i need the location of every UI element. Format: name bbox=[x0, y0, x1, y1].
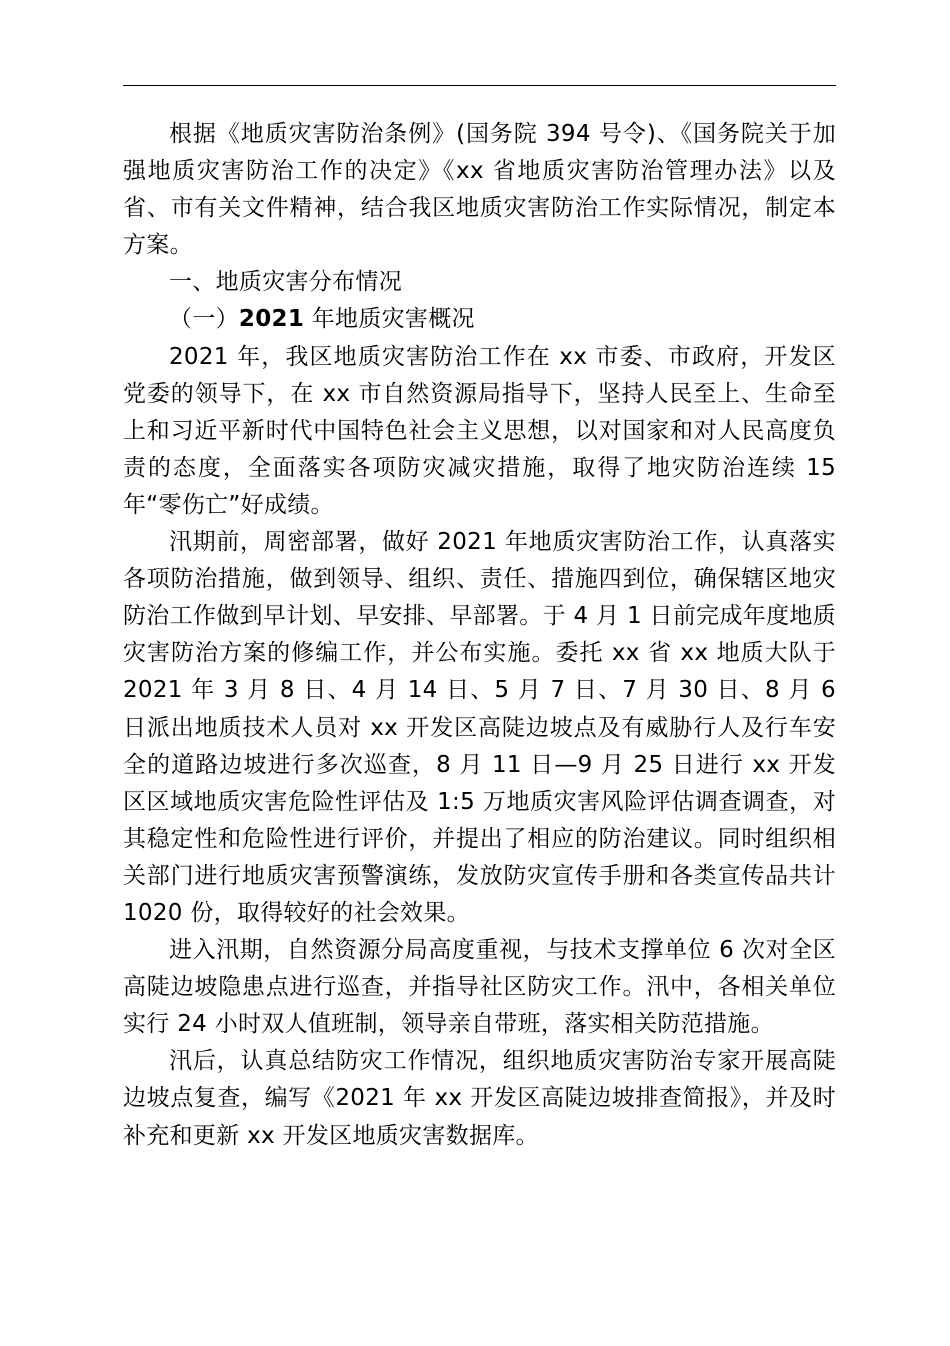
paragraph-legal-basis bbox=[123, 116, 836, 264]
paragraph-text: 2021 年，我区地质灾害防治工作在 xx 市委、市政府，开发区党委的领导下，在 xx 市自然资源局指导下，坚持人民至上、生命至上和习近平新时代中国特色社会主义思想，以对国家和对人民高度负责的态度，全面落实各项防灾减灾措施，取得了地灾防治连续 15 年“零伤亡”好成绩。 bbox=[123, 343, 836, 518]
heading-year: 2021 bbox=[238, 306, 305, 333]
paragraph-text: 汛期前，周密部署，做好 2021 年地质灾害防治工作，认真落实各项防治措施，做到领导、组织、责任、措施四到位，确保辖区地灾防治工作做到早计划、早安排、早部署。于 4 月 1 日前完成年度地质灾害防治方案的修编工作，并公布实施。委托 xx 省 xx 地质大队于 2021 年 3 月 8 日、4 月 14 日、5 月 7 日、7 月 30 日、8 月 6 日派出地质技术人员对 xx 开发区高陡边坡点及有威胁行人及行车安全的道路边坡进行多次巡查，8 月 11 日—9 月 25 日进行 xx 开发区区域地质灾害危险性评估及 1:5 万地质灾害风险评估调查调查，对其稳定性和危险性进行评价，并提出了相应的防治建议。同时组织相关部门进行地质灾害预警演练，发放防灾宣传手册和各类宣传品共计 1020 份，取得较好的社会效果。 bbox=[123, 529, 836, 926]
heading-text: 一、地质灾害分布情况 bbox=[169, 269, 402, 296]
paragraph-2021-summary bbox=[123, 339, 836, 524]
heading-prefix: （一） bbox=[169, 306, 239, 333]
paragraph-post-flood-season bbox=[123, 1043, 836, 1154]
paragraph-text: 根据《地质灾害防治条例》(国务院 394 号令)、《国务院关于加强地质灾害防治工作的决定》《xx 省地质灾害防治管理办法》以及省、市有关文件精神，结合我区地质灾害防治工作实际情况，制定本方案。 bbox=[123, 121, 836, 259]
section-heading-distribution bbox=[123, 264, 836, 301]
paragraph-text: 进入汛期，自然资源分局高度重视，与技术支撑单位 6 次对全区高陡边坡隐患点进行巡查，并指导社区防灾工作。汛中，各相关单位实行 24 小时双人值班制，领导亲自带班，落实相关防范措施。 bbox=[123, 937, 836, 1038]
document-body bbox=[123, 116, 836, 1155]
paragraph-flood-season bbox=[123, 932, 836, 1043]
heading-suffix: 年地质灾害概况 bbox=[304, 306, 475, 333]
paragraph-pre-flood-season bbox=[123, 524, 836, 932]
paragraph-text: 汛后，认真总结防灾工作情况，组织地质灾害防治专家开展高陡边坡点复查，编写《2021 年 xx 开发区高陡边坡排查简报》，并及时补充和更新 xx 开发区地质灾害数据库。 bbox=[123, 1048, 836, 1149]
subsection-heading-2021-overview bbox=[123, 301, 836, 338]
header-rule bbox=[123, 85, 836, 86]
